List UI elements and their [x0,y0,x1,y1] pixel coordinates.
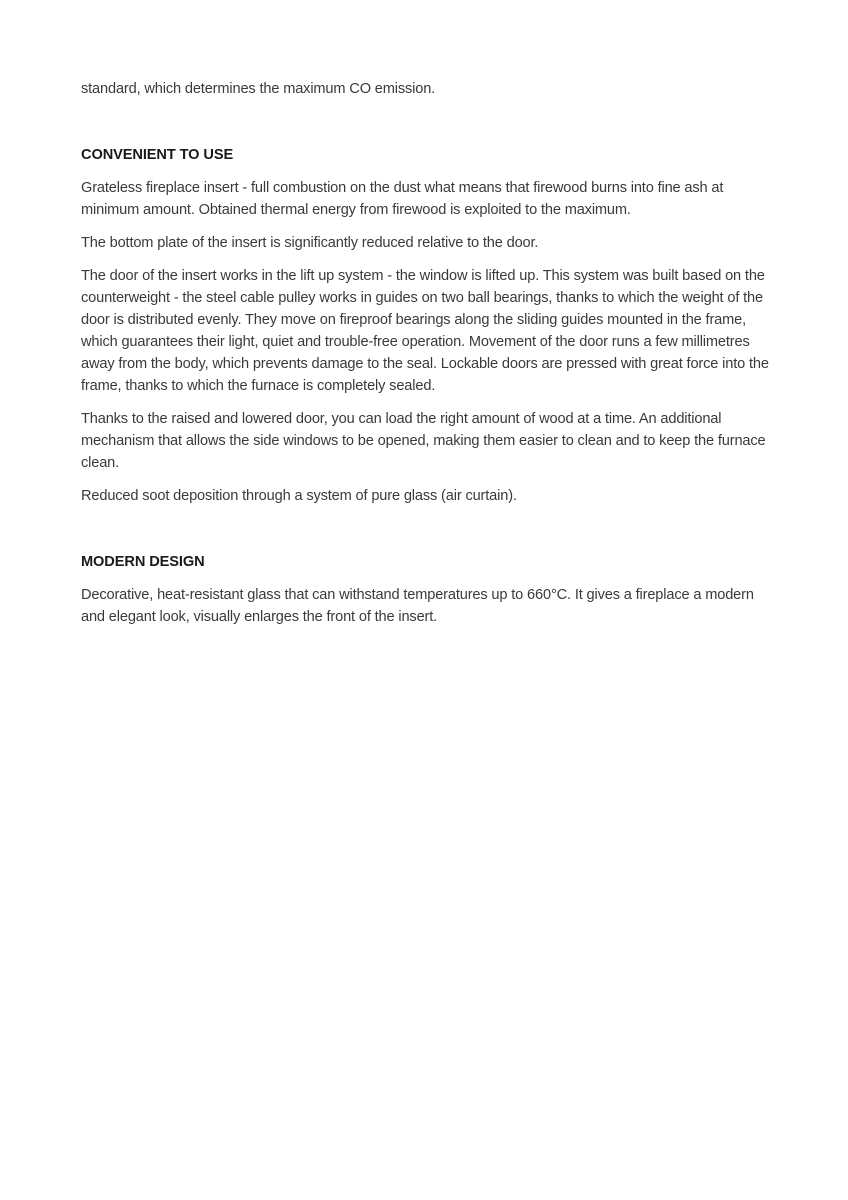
section-modern-design [81,551,771,628]
document-page [81,78,771,639]
paragraph-grateless-insert: Grateless fireplace insert - full combustion on the dust what means that firewood burns into fine ash at minimum amount. Obtained thermal energy from firewood is exploited to the maximum. [81,180,724,218]
paragraph-heat-resistant-glass: Decorative, heat-resistant glass that can withstand temperatures up to 660°C. It gives a fireplace a modern and elegant look, visually enlarges the front of the insert. [81,587,754,625]
paragraph-lift-up-door: The door of the insert works in the lift up system - the window is lifted up. This system was built based on the counterweight - the steel cable pulley works in guides on two ball bearings, thanks to which the weight of the door is distributed evenly. They move on fireproof bearings along the sliding guides mounted in the frame, which guarantees their light, quiet and trouble-free operation. Movement of the door runs a few millimetres away from the body, which prevents damage to the seal. Lockable doors are pressed with great force into the frame, thanks to which the furnace is completely sealed. [81,268,769,394]
paragraph-raised-lowered-door: Thanks to the raised and lowered door, you can load the right amount of wood at a time. An additional mechanism that allows the side windows to be opened, making them easier to clean and to keep the furnace clean. [81,411,766,471]
section-heading-modern-design: MODERN DESIGN [81,554,205,570]
paragraph-bottom-plate: The bottom plate of the insert is significantly reduced relative to the door. [81,235,539,251]
intro-continuation-paragraph: standard, which determines the maximum CO emission. [81,81,436,97]
section-heading-convenient-to-use: CONVENIENT TO USE [81,147,234,163]
section-convenient-to-use [81,144,771,507]
paragraph-air-curtain: Reduced soot deposition through a system of pure glass (air curtain). [81,488,517,504]
